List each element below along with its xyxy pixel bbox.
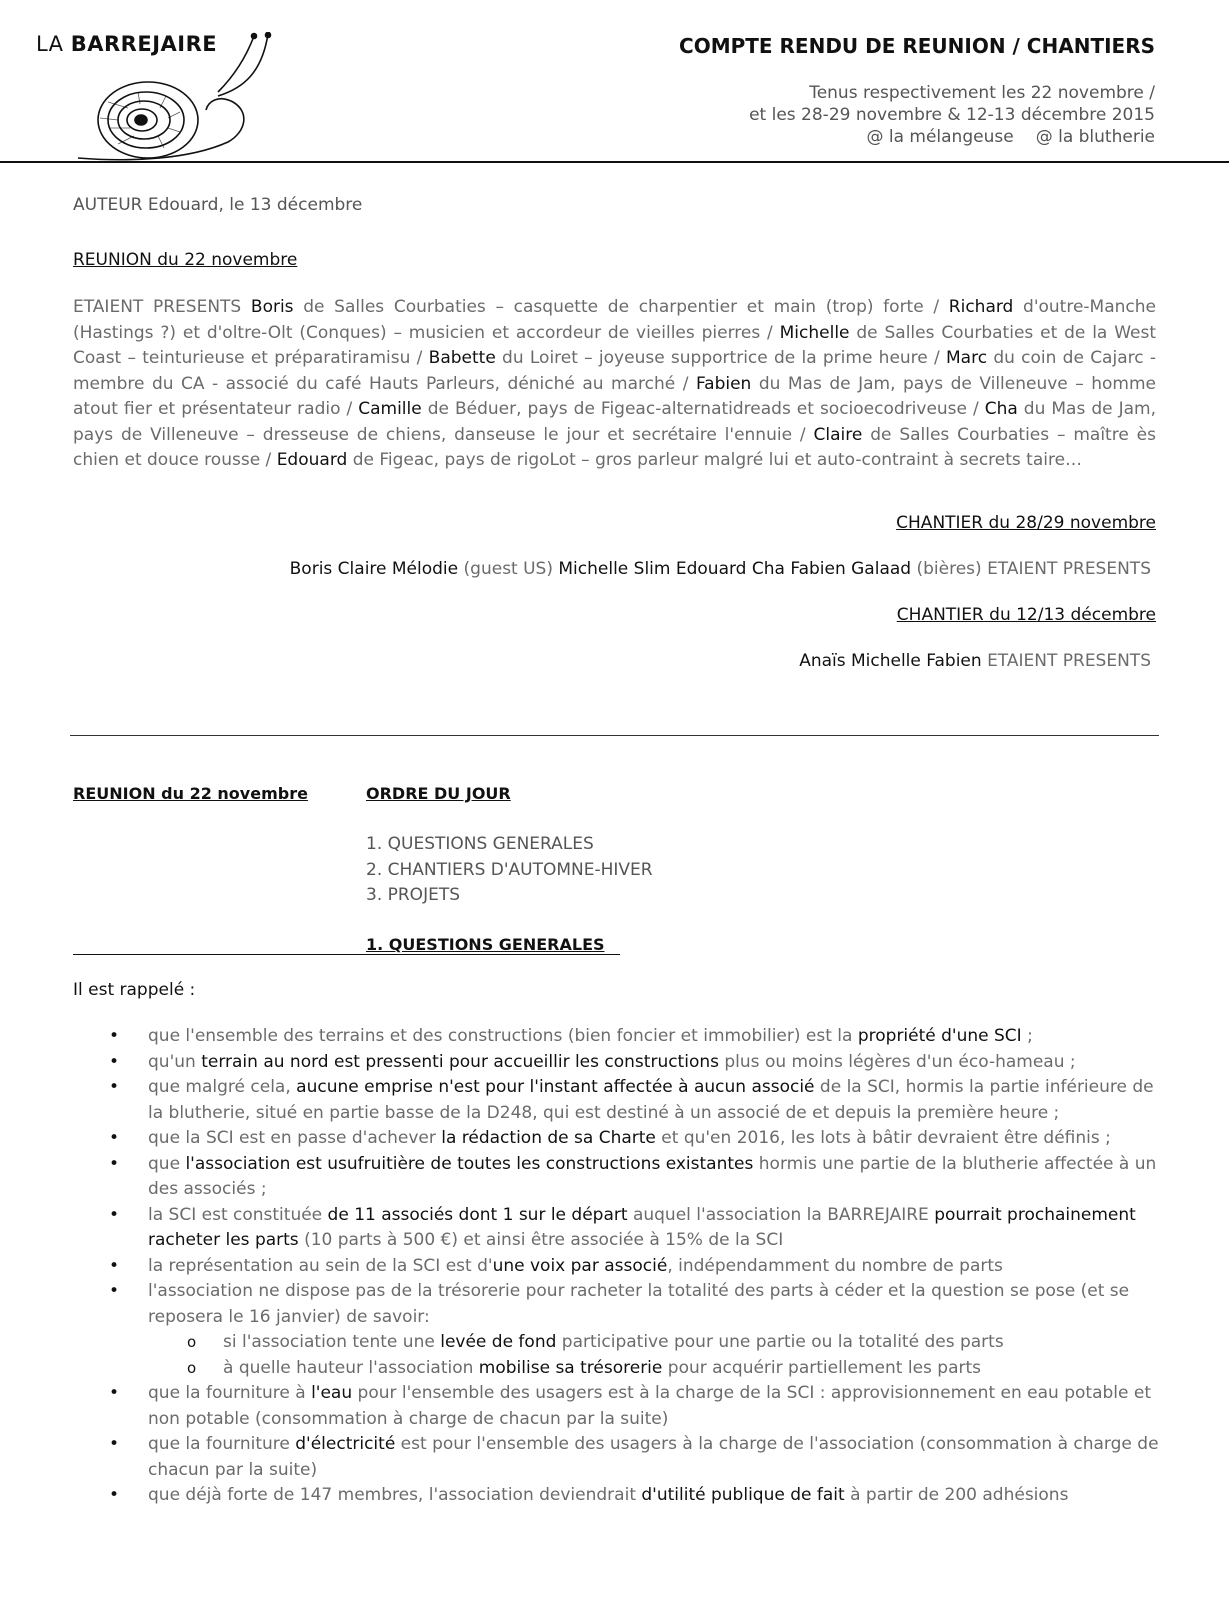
chantier-1-label: ETAIENT PRESENTS (987, 559, 1151, 579)
body-text: pour acquérir partiellement les parts (662, 1357, 982, 1378)
list-item (73, 1432, 1163, 1483)
chantier-1-note-b: (bières) (916, 559, 982, 579)
list-item (73, 1254, 1163, 1280)
attendee-description: de Salles Courbaties – casquette de charpentier et main (trop) forte / (293, 297, 949, 317)
body-text: (10 parts à 500 €) et ainsi être associée à 15% de la SCI (298, 1230, 784, 1250)
body-text: l'association ne dispose pas de la trésorerie pour racheter la totalité des parts à céder et la question se pose (et se reposera le 16 janvier) de savoir: (148, 1281, 1130, 1327)
bullet-icon: • (109, 1434, 120, 1454)
sub-list-item (148, 1330, 1163, 1356)
body-text: que la fourniture à (148, 1383, 312, 1403)
header-divider (0, 161, 1229, 163)
emphasis-text: terrain au nord est pressenti pour accueillir les constructions (201, 1051, 719, 1072)
body-text: , indépendamment du nombre de parts (667, 1255, 1003, 1276)
attendee-name: Edouard (276, 450, 348, 470)
reunion-title: REUNION du 22 novembre (73, 250, 298, 270)
circle-bullet-icon: o (187, 1358, 197, 1377)
attendee-name: Michelle (779, 322, 850, 343)
emphasis-text: aucune emprise n'est pour l'instant affectée à aucun associé (296, 1077, 815, 1097)
chantier-1-attendees (290, 559, 1151, 579)
agenda-item: 1. QUESTIONS GENERALES (366, 834, 594, 854)
section-reunion-title: REUNION du 22 novembre (73, 784, 308, 803)
snail-logo-icon (68, 32, 283, 164)
emphasis-text: levée de fond (440, 1332, 557, 1352)
venue-2: @ la blutherie (1035, 127, 1155, 147)
chantier-1-note-a: (guest US) (463, 559, 553, 579)
sub-list (148, 1330, 1163, 1381)
reminder-list (73, 1024, 1163, 1509)
attendee-description: d'outre-Manche (Hastings ?) et d'oltre-Olt (Conques) – musicien et accordeur de vieilles pierres / (73, 297, 1156, 343)
general-questions-rule (73, 954, 620, 955)
bullet-icon: • (109, 1026, 120, 1046)
attendee-description: du coin de Cajarc - membre du CA - associé du café Hauts Parleurs, déniché au marché / (73, 348, 1156, 394)
list-item (73, 1203, 1163, 1254)
list-item (73, 1075, 1163, 1126)
venues (749, 126, 1155, 148)
list-item (73, 1483, 1163, 1509)
attendee-description: du Loiret – joyeuse supportrice de la prime heure / (495, 348, 947, 368)
author-line: AUTEUR Edouard, le 13 décembre (73, 195, 363, 215)
emphasis-text: mobilise sa trésorerie (478, 1357, 663, 1378)
emphasis-text: l'eau (311, 1383, 353, 1403)
bullet-icon: • (109, 1153, 120, 1174)
body-text: à partir de 200 adhésions (844, 1485, 1069, 1505)
chantier-1-title: CHANTIER du 28/29 novembre (896, 513, 1156, 533)
body-text: que l'ensemble des terrains et des constructions (bien foncier et immobilier) est la (148, 1026, 858, 1046)
bullet-icon: • (109, 1204, 120, 1225)
body-text: que déjà forte de 147 membres, l'association deviendrait (148, 1485, 642, 1505)
body-text: de la SCI, hormis la partie inférieure de la blutherie, situé en partie basse de la D248, qui est destiné à un associé de et depuis la première heure ; (148, 1077, 1154, 1123)
attendee-name: Cha (984, 399, 1018, 419)
bullet-icon: • (109, 1077, 120, 1097)
body-text: est pour l'ensemble des usagers à la charge de l'association (consommation à charge de chacun par la suite) (148, 1434, 1159, 1480)
body-text: ; (1021, 1026, 1033, 1046)
general-questions-title: 1. QUESTIONS GENERALES (366, 935, 605, 954)
body-text: la représentation au sein de la SCI est d' (148, 1255, 493, 1276)
dates-line-2: et les 28-29 novembre & 12-13 décembre 2015 (749, 105, 1155, 125)
agenda-title: ORDRE DU JOUR (366, 784, 511, 803)
body-text: que (148, 1153, 186, 1174)
bullet-icon: • (109, 1485, 120, 1505)
attendee-name: Richard (948, 297, 1014, 317)
venue-1: @ la mélangeuse (866, 127, 1014, 147)
attendee-name: Claire (813, 424, 863, 445)
attendee-name: Marc (946, 348, 988, 368)
chantier-2-label: ETAIENT PRESENTS (987, 651, 1151, 671)
attendee-description: du Mas de Jam, pays de Villeneuve – homme atout fier et présentateur radio / (73, 373, 1156, 419)
attendee-description: de Salles Courbaties – maître ès chien et douce rousse / (73, 424, 1156, 470)
attendee-description: de Béduer, pays de Figeac-alternatidreads et socioecodriveuse / (421, 399, 985, 419)
bullet-icon: • (109, 1128, 120, 1148)
bullet-icon: • (109, 1281, 120, 1301)
list-item (73, 1050, 1163, 1076)
attendees-paragraph (73, 295, 1156, 474)
emphasis-text: de 11 associés dont 1 sur le départ (327, 1204, 628, 1225)
emphasis-text: l'association est usufruitière de toutes les constructions existantes (185, 1153, 754, 1174)
emphasis-text: la rédaction de sa Charte (441, 1128, 656, 1148)
chantier-1-names-a: Boris Claire Mélodie (289, 559, 459, 579)
body-text: que la fourniture (148, 1434, 296, 1454)
section-divider (70, 735, 1159, 736)
agenda-item: 3. PROJETS (366, 885, 460, 905)
emphasis-text: pourrait prochainement racheter les parts (148, 1204, 1136, 1250)
emphasis-text: d'électricité (295, 1434, 396, 1454)
agenda-list (366, 832, 653, 909)
intro-text: Il est rappelé : (73, 980, 196, 1000)
body-text: et qu'en 2016, les lots à bâtir devraient être définis ; (655, 1128, 1111, 1148)
body-text: que malgré cela, (148, 1077, 297, 1097)
emphasis-text: d'utilité publique de fait (641, 1485, 845, 1505)
attendee-description: de Figeac, pays de rigoLot – gros parleur malgré lui et auto-contraint à secrets taire… (347, 450, 1083, 470)
attendee-name: Boris (250, 297, 294, 317)
body-text: si l'association tente une (223, 1332, 441, 1352)
circle-bullet-icon: o (187, 1333, 197, 1351)
emphasis-text: une voix par associé (492, 1255, 668, 1276)
attendee-description: du Mas de Jam, pays de Villeneuve – dresseuse de chiens, danseuse le jour et secrétaire l'ennuie / (73, 399, 1156, 445)
bullet-icon: • (109, 1051, 120, 1072)
body-text: à quelle hauteur l'association (223, 1357, 479, 1378)
chantier-2-attendees (799, 651, 1151, 671)
chantier-1-names-b: Michelle Slim Edouard Cha Fabien Galaad (558, 559, 912, 579)
attendees-label: ETAIENT PRESENTS (73, 297, 242, 317)
logo-name: BARREJAIRE (70, 32, 218, 56)
body-text: auquel l'association la BARREJAIRE (627, 1204, 935, 1225)
attendee-name: Babette (428, 348, 496, 368)
document-title: COMPTE RENDU DE REUNION / CHANTIERS (679, 34, 1155, 58)
logo-prefix: LA (36, 32, 64, 56)
body-text: hormis une partie de la blutherie affectée à un des associés ; (148, 1153, 1157, 1199)
list-item (73, 1381, 1163, 1432)
attendees-list (73, 297, 1156, 470)
dates-line-1: Tenus respectivement les 22 novembre / (809, 83, 1155, 103)
attendee-name: Fabien (695, 373, 752, 394)
chantier-2-names: Anaïs Michelle Fabien (799, 651, 982, 671)
list-item (73, 1126, 1163, 1152)
body-text: pour l'ensemble des usagers est à la charge de la SCI : approvisionnement en eau potable et non potable (consommation à charge de chacun par la suite) (148, 1383, 1151, 1429)
attendee-name: Camille (358, 399, 422, 419)
body-text: que la SCI est en passe d'achever (148, 1128, 442, 1148)
body-text: la SCI est constituée (148, 1204, 328, 1225)
attendee-description: de Salles Courbaties et de la West Coast – teinturieuse et préparatiramisu / (73, 322, 1156, 368)
sub-list-item (148, 1356, 1163, 1382)
list-item (73, 1024, 1163, 1050)
body-text: qu'un (148, 1051, 202, 1072)
body-text: plus ou moins légères d'un éco-hameau ; (718, 1051, 1076, 1072)
body-text: participative pour une partie ou la totalité des parts (556, 1332, 1004, 1352)
list-item (73, 1152, 1163, 1203)
meeting-dates (749, 82, 1155, 148)
bullet-icon: • (109, 1383, 120, 1403)
emphasis-text: propriété d'une SCI (857, 1026, 1022, 1046)
list-item (73, 1279, 1163, 1381)
chantier-2-title: CHANTIER du 12/13 décembre (896, 605, 1156, 625)
bullet-icon: • (109, 1255, 120, 1276)
agenda-item: 2. CHANTIERS D'AUTOMNE-HIVER (366, 859, 653, 880)
